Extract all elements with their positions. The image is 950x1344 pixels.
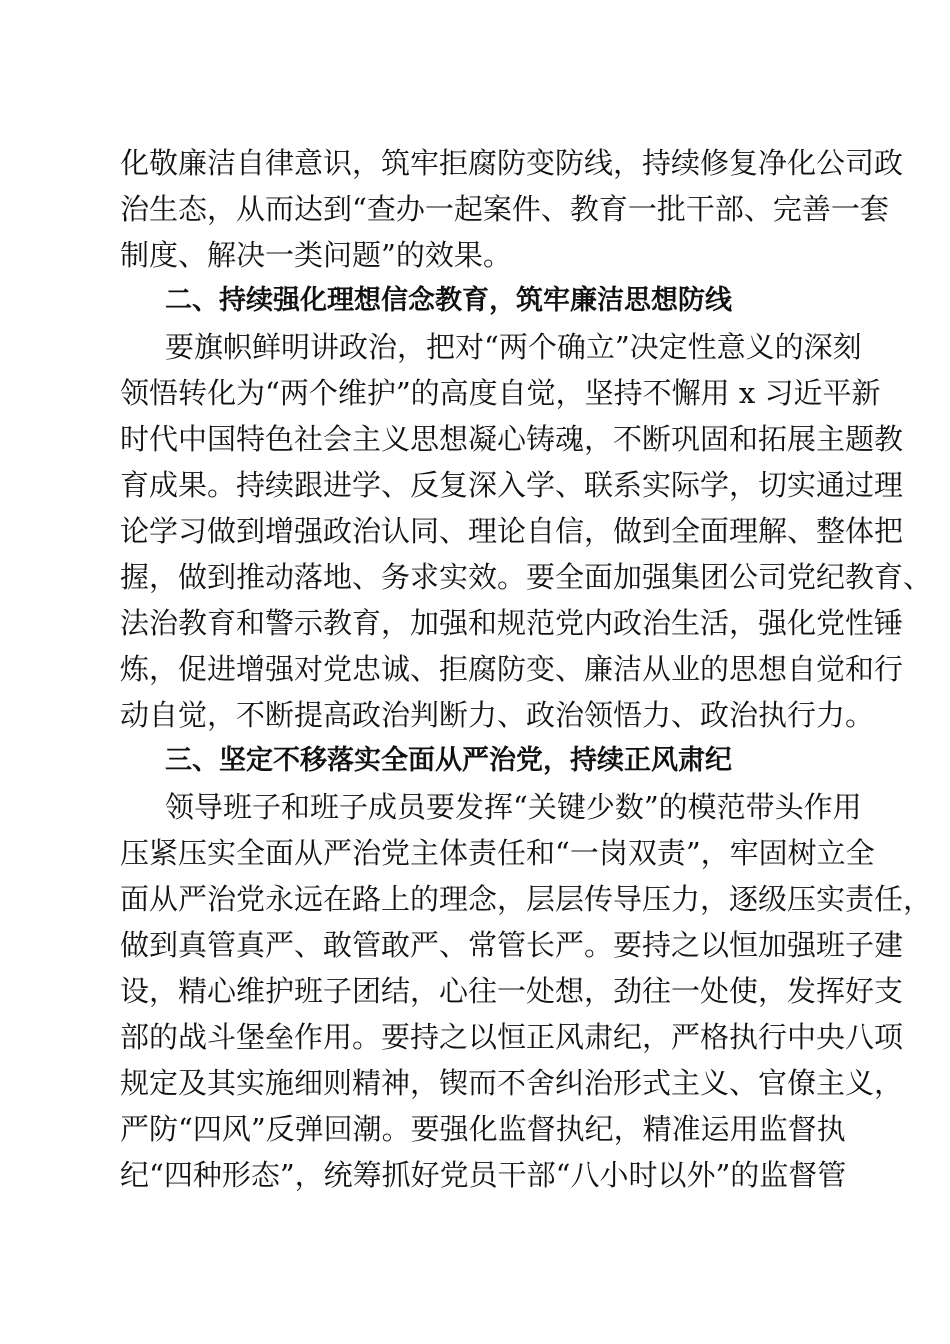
body-line: 做到真管真严、敢管敢严、常管长严。要持之以恒加强班子建 <box>120 928 904 962</box>
body-line: 规定及其实施细则精神，锲而不舍纠治形式主义、官僚主义， <box>120 1066 904 1100</box>
section-heading-3: 三、坚定不移落实全面从严治党，持续正风肃纪 <box>165 745 732 776</box>
body-line: 时代中国特色社会主义思想凝心铸魂，不断巩固和拓展主题教 <box>120 422 904 456</box>
body-line: 压紧压实全面从严治党主体责任和“一岗双责”，牢固树立全 <box>120 836 875 870</box>
body-line: 握，做到推动落地、务求实效。要全面加强集团公司党纪教育、 <box>120 560 933 594</box>
section-heading-2: 二、持续强化理想信念教育，筑牢廉洁思想防线 <box>165 285 732 316</box>
body-line: 设，精心维护班子团结，心往一处想，劲往一处使，发挥好支 <box>120 974 904 1008</box>
body-line: 要旗帜鲜明讲政治，把对“两个确立”决定性意义的深刻 <box>165 330 862 364</box>
body-line: 炼，促进增强对党忠诚、拒腐防变、廉洁从业的思想自觉和行 <box>120 652 904 686</box>
body-line: 论学习做到增强政治认同、理论自信，做到全面理解、整体把 <box>120 514 904 548</box>
body-line: 领导班子和班子成员要发挥“关键少数”的模范带头作用 <box>165 790 862 824</box>
body-line: 化敬廉洁自律意识，筑牢拒腐防变防线，持续修复净化公司政 <box>120 146 904 180</box>
body-line: 法治教育和警示教育，加强和规范党内政治生活，强化党性锤 <box>120 606 904 640</box>
body-line: 治生态，从而达到“查办一起案件、教育一批干部、完善一套 <box>120 192 889 226</box>
body-line: 纪“四种形态”，统筹抓好党员干部“八小时以外”的监督管 <box>120 1158 847 1192</box>
body-line: 领悟转化为“两个维护”的高度自觉，坚持不懈用 x 习近平新 <box>120 376 881 410</box>
body-line: 育成果。持续跟进学、反复深入学、联系实际学，切实通过理 <box>120 468 904 502</box>
body-line: 部的战斗堡垒作用。要持之以恒正风肃纪，严格执行中央八项 <box>120 1020 904 1054</box>
body-line: 制度、解决一类问题”的效果。 <box>120 238 512 272</box>
body-line: 严防“四风”反弹回潮。要强化监督执纪，精准运用监督执 <box>120 1112 846 1146</box>
body-line: 面从严治党永远在路上的理念，层层传导压力，逐级压实责任， <box>120 882 933 916</box>
body-line: 动自觉，不断提高政治判断力、政治领悟力、政治执行力。 <box>120 698 875 732</box>
